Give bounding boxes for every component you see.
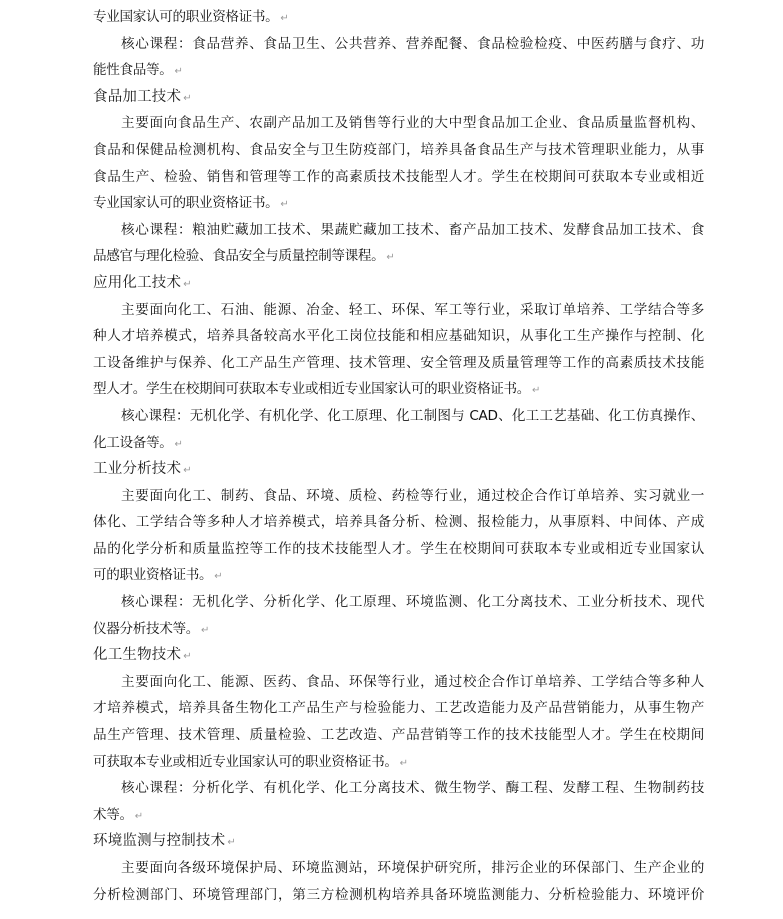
text-line — [93, 403, 704, 430]
paragraph-mark-icon: ↵ — [174, 438, 183, 450]
paragraph — [93, 110, 704, 216]
paragraph-mark-icon: ↵ — [183, 465, 192, 477]
heading-text — [93, 84, 704, 111]
line-text: 食品和保健品检测机构、食品安全与卫生防疫部门，培养具备食品生产与技术管理职业能力，从事 — [93, 141, 704, 158]
paragraph-mark-icon: ↵ — [200, 624, 209, 636]
text-line — [93, 4, 704, 31]
text-line — [93, 882, 704, 909]
line-text: 核心课程：无机化学、分析化学、化工原理、环境监测、化工分离技术、工业分析技术、现代 — [121, 594, 704, 611]
line-text: 专业国家认可的职业资格证书。 — [93, 195, 279, 212]
text-line — [93, 749, 704, 776]
text-line — [93, 217, 704, 244]
line-text: 仪器分析技术等。 — [93, 620, 199, 637]
paragraph-mark-icon: ↵ — [174, 66, 183, 78]
text-line — [93, 376, 704, 403]
line-text: 工设备维护与保养、化工产品生产管理、技术管理、安全管理及质量管理等工作的高素质技术技能 — [93, 354, 704, 371]
text-line — [93, 509, 704, 536]
text-line — [93, 589, 704, 616]
paragraph — [93, 31, 704, 84]
text-line — [93, 323, 704, 350]
line-text: 化工设备等。 — [93, 434, 173, 451]
text-line — [93, 110, 704, 137]
text-line — [93, 350, 704, 377]
text-line — [93, 190, 704, 217]
text-line — [93, 57, 704, 84]
paragraph — [93, 589, 704, 642]
text-line — [93, 616, 704, 643]
line-text: 核心课程：食品营养、食品卫生、公共营养、营养配餐、食品检验检疫、中医药膳与食疗、功 — [121, 35, 704, 52]
line-text: 专业国家认可的职业资格证书。 — [93, 9, 279, 25]
line-text: 主要面向食品生产、农副产品加工及销售等行业的大中型食品加工企业、食品质量监督机构、 — [121, 115, 704, 132]
section-heading — [93, 456, 704, 483]
line-text: 应用化工技术 — [93, 274, 182, 291]
heading-text — [93, 828, 704, 855]
paragraph-mark-icon: ↵ — [214, 571, 223, 583]
paragraph-mark-icon: ↵ — [280, 199, 289, 211]
text-line — [93, 802, 704, 829]
line-text: 主要面向各级环境保护局、环境监测站，环境保护研究所，排污企业的环保部门、生产企业的 — [121, 860, 704, 876]
heading-text — [93, 270, 704, 297]
paragraph — [93, 855, 704, 908]
paragraph — [93, 4, 704, 31]
text-line — [93, 243, 704, 270]
line-text: 食品生产、检验、销售和管理等工作的高素质技术技能型人才。学生在校期间可获取本专业或相近 — [93, 168, 704, 185]
paragraph — [93, 297, 704, 403]
line-text: 主要面向化工、制药、食品、环境、质检、药检等行业，通过校企合作订单培养、实习就业一 — [121, 487, 704, 504]
line-text: 能性食品等。 — [93, 62, 173, 79]
line-text: 环境监测与控制技术 — [93, 833, 226, 850]
text-line — [93, 536, 704, 563]
line-text: 型人才。学生在校期间可获取本专业或相近专业国家认可的职业资格证书。 — [93, 381, 531, 398]
text-line — [93, 31, 704, 58]
line-text: 核心课程：分析化学、有机化学、化工分离技术、微生物学、酶工程、发酵工程、生物制药技 — [121, 780, 704, 797]
line-text: 体化、工学结合等多种人才培养模式，培养具备分析、检测、报检能力，从事原料、中间体、产成 — [93, 514, 704, 531]
line-text: 分析检测部门、环境管理部门，第三方检测机构培养具备环境监测能力、分析检验能力、环境评价 — [93, 886, 704, 903]
paragraph — [93, 403, 704, 456]
paragraph — [93, 669, 704, 775]
section-heading — [93, 84, 704, 111]
text-line — [93, 430, 704, 457]
heading-text — [93, 642, 704, 669]
line-text: 术等。 — [93, 806, 133, 823]
paragraph — [93, 217, 704, 270]
text-line — [93, 669, 704, 696]
paragraph-mark-icon: ↵ — [399, 757, 408, 769]
text-line — [93, 855, 704, 882]
line-text: 化工生物技术 — [93, 647, 182, 664]
text-line — [93, 775, 704, 802]
text-line — [93, 137, 704, 164]
paragraph — [93, 483, 704, 589]
heading-text — [93, 456, 704, 483]
paragraph-mark-icon: ↵ — [183, 92, 192, 104]
paragraph-mark-icon: ↵ — [183, 651, 192, 663]
paragraph-mark-icon: ↵ — [183, 278, 192, 290]
text-line — [93, 695, 704, 722]
line-text: 核心课程：无机化学、有机化学、化工原理、化工制图与 CAD、化工工艺基础、化工仿真操作、 — [121, 407, 704, 424]
line-text: 主要面向化工、石油、能源、冶金、轻工、环保、军工等行业，采取订单培养、工学结合等多 — [121, 301, 704, 318]
line-text: 主要面向化工、能源、医药、食品、环保等行业，通过校企合作订单培养、工学结合等多种人 — [121, 673, 704, 690]
text-line — [93, 722, 704, 749]
line-text: 才培养模式，培养具备生物化工产品生产与检验能力、工艺改造能力及产品营销能力，从事生物产 — [93, 700, 704, 717]
paragraph-mark-icon: ↵ — [386, 252, 395, 264]
paragraph-mark-icon: ↵ — [280, 13, 289, 24]
paragraph-mark-icon: ↵ — [134, 810, 143, 822]
text-line — [93, 164, 704, 191]
line-text: 核心课程：粮油贮藏加工技术、果蔬贮藏加工技术、畜产品加工技术、发酵食品加工技术、食 — [121, 221, 704, 238]
line-text: 工业分析技术 — [93, 461, 182, 478]
line-text: 可的职业资格证书。 — [93, 567, 213, 584]
line-text: 品感官与理化检验、食品安全与质量控制等课程。 — [93, 248, 385, 265]
text-line — [93, 562, 704, 589]
line-text: 品生产管理、技术管理、质量检验、工艺改造、产品营销等工作的技术技能型人才。学生在校期间 — [93, 727, 704, 744]
paragraph — [93, 775, 704, 828]
line-text: 种人才培养模式，培养具备较高水平化工岗位技能和相应基础知识，从事化工生产操作与控制、化 — [93, 328, 704, 345]
document-page — [93, 4, 704, 908]
text-line — [93, 297, 704, 324]
section-heading — [93, 828, 704, 855]
line-text: 食品加工技术 — [93, 88, 182, 105]
line-text: 可获取本专业或相近专业国家认可的职业资格证书。 — [93, 753, 398, 770]
paragraph-mark-icon: ↵ — [532, 385, 541, 397]
section-heading — [93, 642, 704, 669]
paragraph-mark-icon: ↵ — [227, 837, 236, 849]
line-text: 品的化学分析和质量监控等工作的技术技能型人才。学生在校期间可获取本专业或相近专业国家认 — [93, 540, 704, 557]
section-heading — [93, 270, 704, 297]
text-line — [93, 483, 704, 510]
